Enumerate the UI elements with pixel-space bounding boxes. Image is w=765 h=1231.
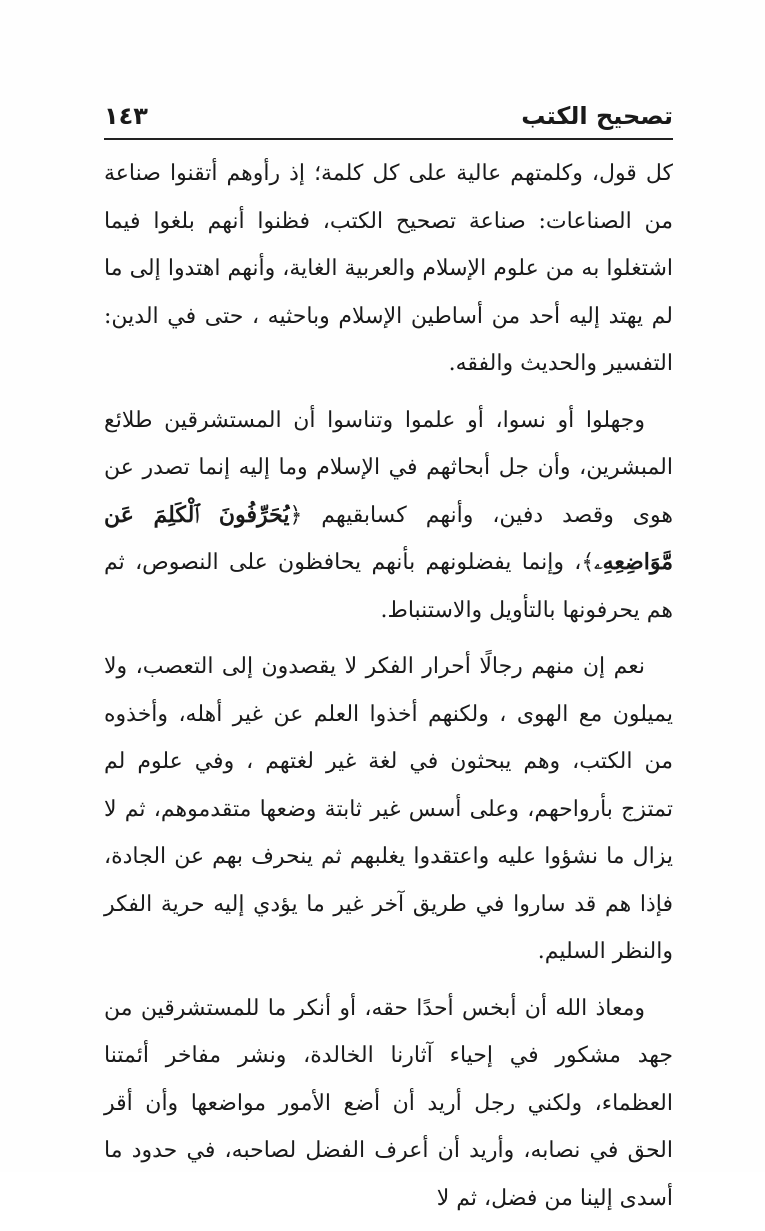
quran-close-bracket: ﴾ [581, 550, 595, 575]
running-title: تصحيح الكتب [521, 102, 673, 130]
paragraph-2-before: وجهلوا أو نسوا، أو علموا وتناسوا أن المستشرقين طلائع المبشرين، وأن جل أبحاثهم في الإسلام وما إليه إنما تصدر عن هوى وقصد دفين، وأنهم كسابقيهم [104, 407, 673, 528]
body-text [104, 150, 673, 1231]
header-rule [104, 138, 673, 140]
paragraph-2 [104, 397, 673, 635]
running-header [104, 100, 673, 140]
page-number: ١٤٣ [104, 102, 148, 130]
paragraph-1: كل قول، وكلمتهم عالية على كل كلمة؛ إذ رأوهم أتقنوا صناعة من الصناعات: صناعة تصحيح الكتب، فظنوا أنهم بلغوا فيما اشتغلوا به من علوم الإسلام والعربية الغاية، وأنهم اهتدوا إلى ما لم يهتد إليه أحد من أساطين الإسلام وباحثيه ، حتى في الدين: التفسير والحديث والفقه. [104, 161, 673, 376]
quran-open-bracket: ﴿ [289, 502, 303, 528]
paragraph-4: ومعاذ الله أن أبخس أحدًا حقه، أو أنكر ما للمستشرقين من جهد مشكور في إحياء آثارنا الخالدة، ونشر مفاخر أئمتنا العظماء، ولكني رجل أريد أن أضع الأمور مواضعها وأن أقر الحق في نصابه، وأريد أن أعرف الفضل لصاحبه، في حدود ما أسدى إلينا من فضل، ثم لا [104, 995, 673, 1211]
paragraph-3: نعم إن منهم رجالًا أحرار الفكر لا يقصدون إلى التعصب، ولا يميلون مع الهوى ، ولكنهم أخذوا العلم عن غير أهله، وأخذوه من الكتب، وهم يبحثون في لغة غير لغتهم ، وفي علوم لم تمتزج بأرواحهم، وعلى أسس غير ثابتة وضعها متقدموهم، ثم لا يزال ما نشؤوا عليه واعتقدوا يغلبهم ثم ينحرف بهم عن الجادة، فإذا هم قد ساروا في طريق آخر غير ما يؤدي إليه حرية الفكر والنظر السليم. [104, 654, 673, 964]
quran-quote: يُحَرِّفُونَ ٱلْكَلِمَ عَن مَّوَاضِعِهِۦ [104, 501, 673, 575]
paragraph-2-after: ، وإنما يفضلونهم بأنهم يحافظون على النصوص، ثم هم يحرفونها بالتأويل والاستنباط. [104, 550, 673, 623]
